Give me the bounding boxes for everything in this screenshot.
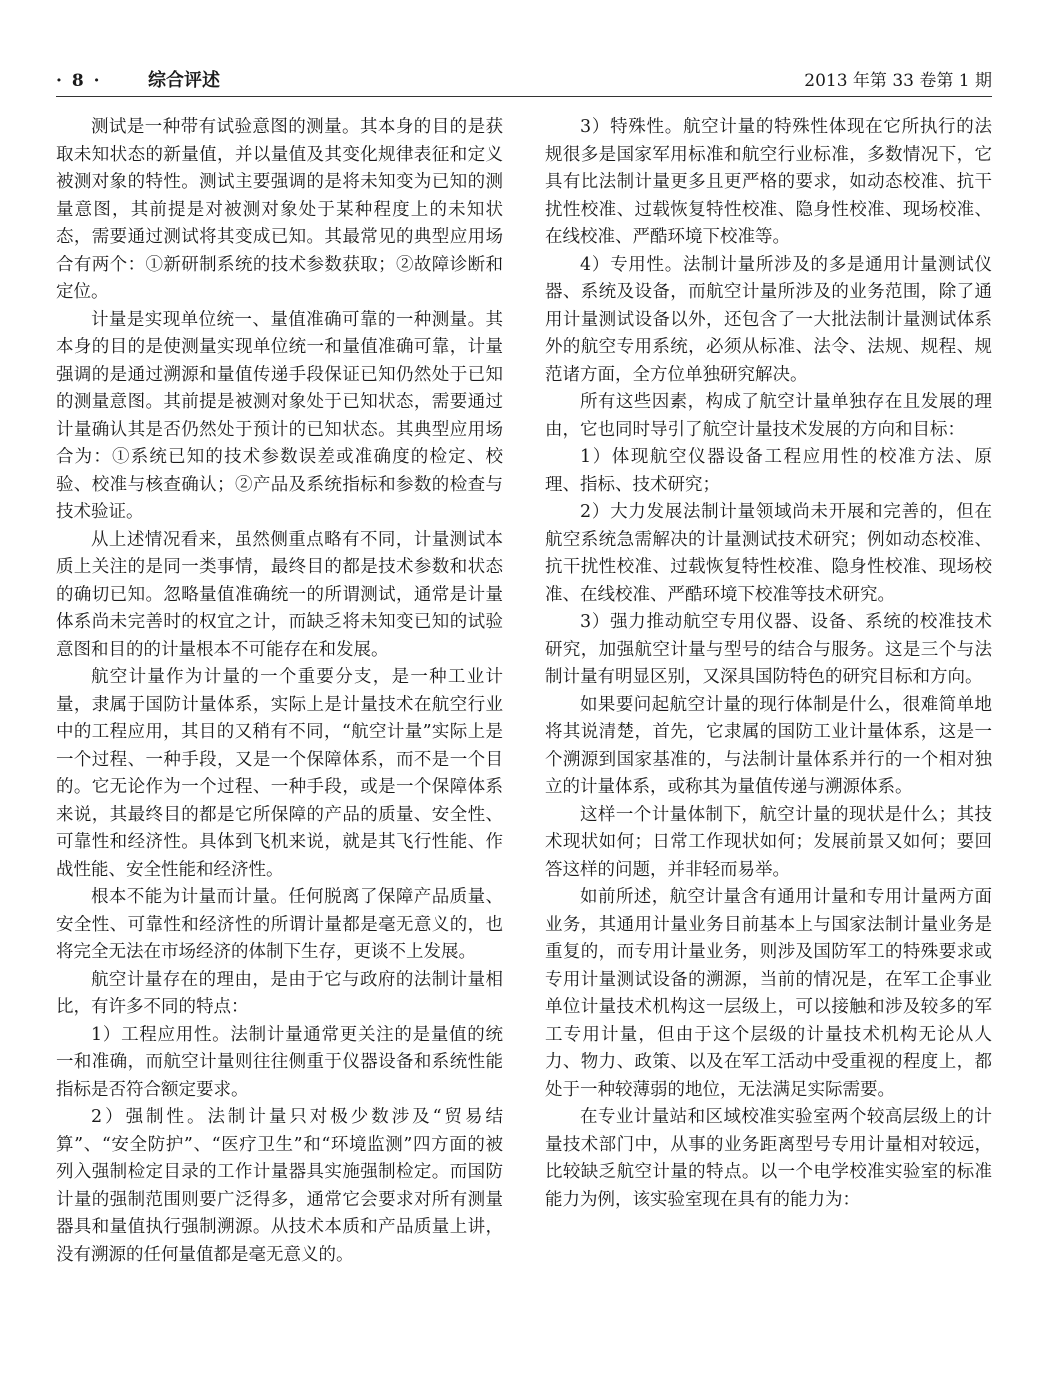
page-number: · 8 · — [56, 71, 102, 91]
paragraph: 如果要问起航空计量的现行体制是什么，很难简单地将其说清楚，首先，它隶属的国防工业计量体系，这是一个溯源到国家基准的，与法制计量体系并行的一个相对独立的计量体系，或称其为量值传递与溯源体系。 — [545, 694, 992, 797]
list-item: 1）工程应用性。法制计量通常更关注的是量值的统一和准确，而航空计量则往往侧重于仪器设备和系统性能指标是否符合额定要求。 — [56, 1024, 503, 1100]
right-column — [545, 114, 992, 1214]
paragraph: 这样一个计量体制下，航空计量的现状是什么；其技术现状如何；日常工作现状如何；发展前景又如何；要回答这样的问题，并非轻而易举。 — [545, 804, 992, 880]
paragraph: 航空计量存在的理由，是由于它与政府的法制计量相比，有许多不同的特点： — [56, 969, 503, 1017]
left-column — [56, 114, 503, 1269]
header-rule — [56, 96, 992, 97]
issue-info: 2013 年第 33 卷第 1 期 — [804, 71, 992, 91]
list-item: 1）体现航空仪器设备工程应用性的校准方法、原理、指标、技术研究； — [545, 447, 992, 495]
paragraph: 所有这些因素，构成了航空计量单独存在且发展的理由，它也同时导引了航空计量技术发展的方向和目标： — [545, 392, 992, 440]
paragraph: 在专业计量站和区域校准实验室两个较高层级上的计量技术部门中，从事的业务距离型号专用计量相对较远，比较缺乏航空计量的特点。以一个电学校准实验室的标准能力为例，该实验室现在具有的能力为： — [545, 1107, 992, 1210]
running-header — [56, 68, 992, 94]
paragraph: 根本不能为计量而计量。任何脱离了保障产品质量、安全性、可靠性和经济性的所谓计量都是毫无意义的，也将完全无法在市场经济的体制下生存，更谈不上发展。 — [56, 887, 503, 962]
paragraph: 航空计量作为计量的一个重要分支，是一种工业计量，隶属于国防计量体系，实际上是计量技术在航空行业中的工程应用，其目的又稍有不同，“航空计量”实际上是一个过程、一种手段，又是一个保障体系，而不是一个目的。它无论作为一个过程、一种手段，或是一个保障体系来说，其最终目的都是它所保障的产品的质量、安全性、可靠性和经济性。具体到飞机来说，就是其飞行性能、作战性能、安全性能和经济性。 — [56, 667, 503, 880]
list-item: 4）专用性。法制计量所涉及的多是通用计量测试仪器、系统及设备，而航空计量所涉及的业务范围，除了通用计量测试设备以外，还包含了一大批法制计量测试体系外的航空专用系统，必须从标准、法令、法规、规程、规范诸方面，全方位单独研究解决。 — [545, 254, 992, 385]
list-item: 2）强制性。法制计量只对极少数涉及“贸易结算”、“安全防护”、“医疗卫生”和“环境监测”四方面的被列入强制检定目录的工作计量器具实施强制检定。而国防计量的强制范围则要广泛得多，通常它会要求对所有测量器具和量值执行强制溯源。从技术本质和产品质量上讲，没有溯源的任何量值都是毫无意义的。 — [56, 1107, 503, 1265]
paragraph: 计量是实现单位统一、量值准确可靠的一种测量。其本身的目的是使测量实现单位统一和量值准确可靠，计量强调的是通过溯源和量值传递手段保证已知仍然处于已知的测量意图。其前提是被测对象处于已知状态，需要通过计量确认其是否仍然处于预计的已知状态。其典型应用场合为：①系统已知的技术参数误差或准确度的检定、校验、校准与核查确认；②产品及系统指标和参数的检查与技术验证。 — [56, 309, 503, 522]
list-item: 3）强力推动航空专用仪器、设备、系统的校准技术研究，加强航空计量与型号的结合与服务。这是三个与法制计量有明显区别，又深具国防特色的研究目标和方向。 — [545, 612, 992, 687]
paragraph: 如前所述，航空计量含有通用计量和专用计量两方面业务，其通用计量业务目前基本上与国家法制计量业务是重复的，而专用计量业务，则涉及国防军工的特殊要求或专用计量测试设备的溯源，当前的情况是，在军工企事业单位计量技术机构这一层级上，可以接触和涉及较多的军工专用计量，但由于这个层级的计量技术机构无论从人力、物力、政策、以及在军工活动中受重视的程度上，都处于一种较薄弱的地位，无法满足实际需要。 — [545, 887, 992, 1100]
list-item: 2）大力发展法制计量领域尚未开展和完善的，但在航空系统急需解决的计量测试技术研究；例如动态校准、抗干扰性校准、过载恢复特性校准、隐身性校准、现场校准、在线校准、严酷环境下校准等技术研究。 — [545, 502, 992, 605]
paragraph: 从上述情况看来，虽然侧重点略有不同，计量测试本质上关注的是同一类事情，最终目的都是技术参数和状态的确切已知。忽略量值准确统一的所谓测试，通常是计量体系尚未完善时的权宜之计，而缺乏将未知变已知的试验意图和目的的计量根本不可能存在和发展。 — [56, 529, 503, 660]
paragraph: 测试是一种带有试验意图的测量。其本身的目的是获取未知状态的新量值，并以量值及其变化规律表征和定义被测对象的特性。测试主要强调的是将未知变为已知的测量意图，其前提是对被测对象处于某种程度上的未知状态，需要通过测试将其变成已知。其最常见的典型应用场合有两个：①新研制系统的技术参数获取；②故障诊断和定位。 — [56, 117, 503, 302]
list-item: 3）特殊性。航空计量的特殊性体现在它所执行的法规很多是国家军用标准和航空行业标准，多数情况下，它具有比法制计量更多且更严格的要求，如动态校准、抗干扰性校准、过载恢复特性校准、隐身性校准、现场校准、在线校准、严酷环境下校准等。 — [545, 117, 992, 247]
section-title: 综合评述 — [148, 70, 220, 91]
